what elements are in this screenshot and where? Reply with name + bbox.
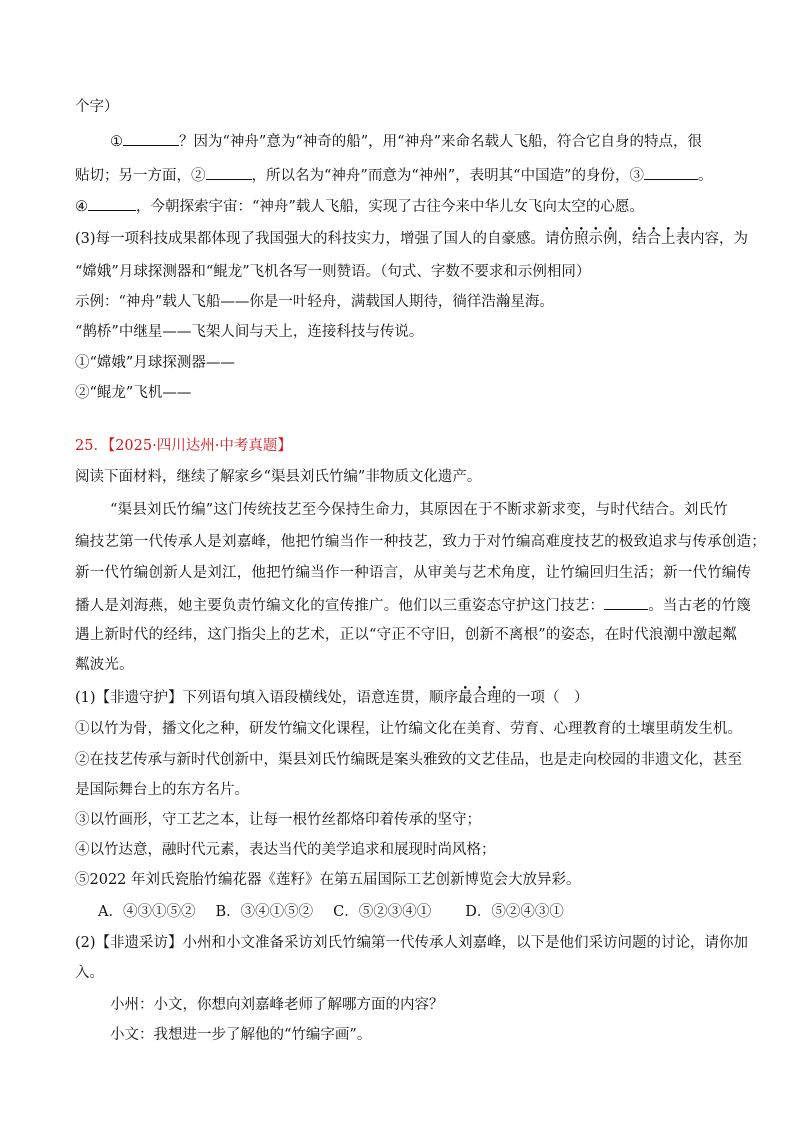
text-span: ②	[191, 168, 206, 184]
text-span: 阅读下面材料，继续了解家乡“渠县刘氏竹编”非物质文化遗产。	[75, 469, 482, 485]
emphasis-char: 上	[661, 231, 676, 247]
text-span: ，所以名为“神舟”而意为“神州”，表明其“中国造”的身份，	[251, 168, 630, 184]
text-line	[75, 292, 554, 312]
text-span: 小州：小文，你想向刘嘉峰老师了解哪方面的内容？	[110, 997, 444, 1013]
text-line	[110, 130, 702, 152]
emphasis-char: 合	[646, 231, 662, 247]
option-line	[75, 810, 481, 830]
text-span: 个字）	[75, 99, 119, 115]
text-span: ①“嫦娥”月球探测器——	[75, 355, 235, 371]
text-line	[75, 195, 644, 217]
option-line	[75, 750, 742, 770]
passage-line	[75, 563, 751, 583]
fill-blank[interactable]	[88, 195, 136, 211]
emphasis-char: 照	[574, 231, 589, 247]
text-line	[75, 322, 423, 342]
option-line	[75, 870, 581, 890]
emphasis-char: 例	[603, 231, 618, 247]
text-span: (3)每一项科技成果都体现了我国强大的科技实力，增强了国人的自豪感。请	[75, 231, 560, 247]
emphasis-char: 最	[458, 690, 473, 706]
text-span: ①	[110, 134, 123, 150]
choice-row	[98, 902, 564, 922]
text-span: ，	[617, 231, 633, 247]
text-span: ②“鲲龙”飞机——	[75, 385, 192, 401]
text-span: 小文：我想进一步了解他的“竹编字画”。	[110, 1027, 372, 1043]
fill-blank[interactable]	[206, 164, 252, 180]
text-span: 内容，为	[690, 231, 749, 247]
text-line	[75, 383, 191, 403]
emphasis-char: 理	[487, 690, 502, 706]
choice-c[interactable]: C．⑤②③④①	[333, 904, 432, 920]
emphasis-dotted-text	[560, 231, 618, 247]
text-span: 的一项（ ）	[501, 690, 589, 706]
text-span: “嫦娥”月球探测器和“鲲龙”飞机各写一则赞语。（句式、字数不要求和示例相同）	[75, 264, 591, 280]
choice-d[interactable]: D．⑤②④③①	[465, 904, 564, 920]
text-line	[75, 164, 712, 186]
emphasis-char: 仿	[559, 231, 575, 247]
fill-blank[interactable]	[644, 164, 698, 180]
emphasis-dotted-text	[632, 231, 690, 247]
text-span: 粼波光。	[75, 657, 134, 673]
text-line	[75, 467, 481, 487]
emphasis-char: 结	[632, 231, 647, 247]
text-span: 编技艺第一代传承人是刘嘉峰，他把竹编当作一种技艺，致力于对竹编高难度技艺的极致追求与传承创造；	[75, 534, 766, 550]
text-span: ④以竹达意，融时代元素，表达当代的美学追求和展现时尚风格；	[75, 842, 496, 858]
text-line	[75, 353, 235, 373]
text-span: 是国际舞台上的东方名片。	[75, 782, 249, 798]
text-span: ，今朝探索宇宙：“神舟”载人飞船，实现了古往今来中华儿女飞向太空的心愿。	[136, 199, 644, 215]
fill-blank[interactable]	[604, 594, 648, 610]
text-span: 入。	[75, 965, 104, 981]
text-line	[75, 229, 748, 249]
text-span: 示例：“神舟”载人飞船——你是一叶轻舟，满载国人期待，徜徉浩瀚星海。	[75, 294, 554, 310]
text-span: ？因为“神舟”意为“神奇的船”，用“神舟”来命名载人飞船，符合它自身的特点，很	[179, 134, 702, 150]
text-span: 。当古老的竹篾	[648, 598, 752, 614]
text-span: ⑤2022 年刘氏瓷胎竹编花器《莲籽》在第五届国际工艺创新博览会大放异彩。	[75, 872, 581, 888]
emphasis-char: 示	[588, 231, 604, 247]
text-line	[75, 688, 589, 708]
text-span: (2)【非遗采访】小州和小文准备采访刘氏竹编第一代传承人刘嘉峰，以下是他们采访问题的讨论，请你加	[75, 935, 749, 951]
option-line	[75, 719, 742, 739]
emphasis-char: 合	[472, 690, 488, 706]
text-line	[75, 97, 119, 117]
text-span: ②在技艺传承与新时代创新中，渠县刘氏竹编既是案头雅致的文艺佳品，也是走向校园的非遗文化，甚至	[75, 752, 742, 768]
passage-line	[75, 594, 751, 616]
text-span: ③以竹画形，守工艺之本，让每一根竹丝都烙印着传承的坚守；	[75, 812, 481, 828]
question-heading	[75, 436, 292, 456]
question-number: 25．	[75, 438, 108, 454]
passage-line	[110, 500, 728, 520]
text-span: 。	[697, 168, 713, 184]
emphasis-dotted-text	[458, 690, 502, 706]
dialogue-line	[110, 1025, 371, 1045]
text-line	[75, 262, 590, 282]
text-span: 新一代竹编创新人是刘江，他把竹编当作一种语言，从审美与艺术角度，让竹编回归生活；新一代竹编传	[75, 565, 752, 581]
text-span: ④	[75, 199, 88, 215]
option-line	[75, 780, 249, 800]
text-span: 贴切；另一方面，	[75, 168, 191, 184]
dialogue-line	[110, 995, 444, 1015]
fill-blank[interactable]	[123, 130, 179, 146]
text-line	[75, 963, 104, 983]
text-span: “渠县刘氏竹编”这门传统技艺至今保持生命力，其原因在于不断求新求变，与时代结合。刘氏竹	[110, 502, 728, 518]
text-line	[75, 933, 748, 953]
question-source-tag: 【2025·四川达州·中考真题】	[107, 438, 292, 454]
text-span: 遇上新时代的经纬，这门指尖上的艺术，正以“守正不守旧，创新不离根”的姿态，在时代浪潮中激起粼	[75, 627, 738, 643]
passage-line	[75, 532, 766, 552]
passage-line	[75, 655, 134, 675]
choice-b[interactable]: B．③④①⑤②	[215, 904, 314, 920]
emphasis-char: 表	[675, 231, 691, 247]
option-line	[75, 840, 496, 860]
text-span: ③	[629, 168, 644, 184]
choice-a[interactable]: A．④③①⑤②	[98, 904, 196, 920]
passage-line	[75, 625, 737, 645]
text-span: 播人是刘海燕，她主要负责竹编文化的宣传推广。他们以三重姿态守护这门技艺：	[75, 598, 605, 614]
text-span: ①以竹为骨，播文化之种，研发竹编文化课程，让竹编文化在美育、劳育、心理教育的土壤里萌发生机。	[75, 721, 742, 737]
text-span: (1)【非遗守护】下列语句填入语段横线处，语意连贯，顺序	[75, 690, 459, 706]
text-span: “鹊桥”中继星——飞架人间与天上，连接科技与传说。	[75, 324, 424, 340]
